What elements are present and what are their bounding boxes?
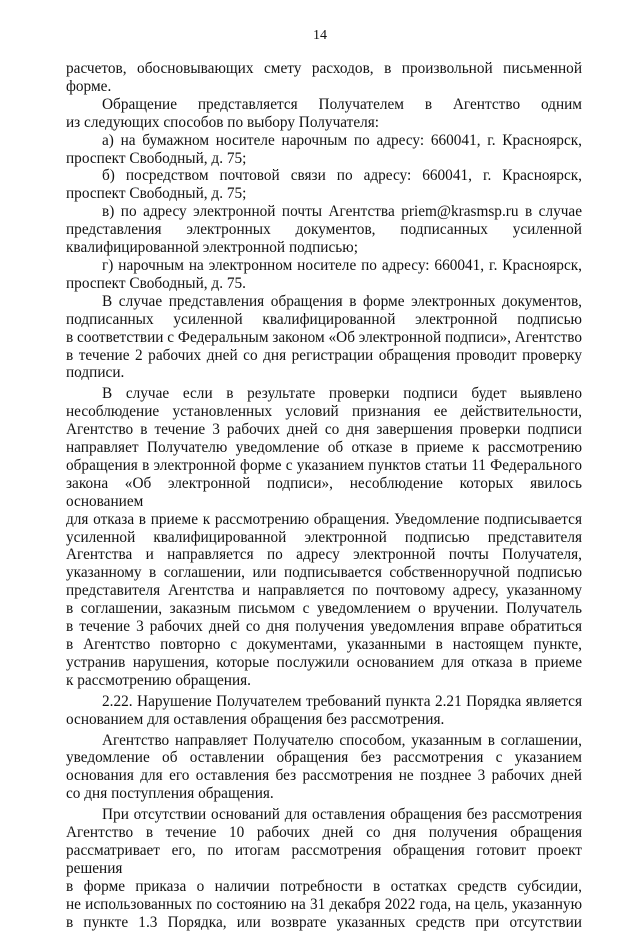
paragraph: в Агентство повторно с документами, указанными в настоящем пункте,: [66, 636, 582, 653]
document-body: [66, 60, 582, 932]
paragraph: в соответствии с Федеральным законом «Об электронной подписи», Агентство: [66, 328, 582, 346]
paragraph: проспект Свободный, д. 75;: [66, 149, 247, 167]
paragraph: подписи.: [66, 364, 125, 382]
paragraph: подписанных усиленной квалифицированной электронной подписью: [66, 310, 582, 328]
paragraph: основания для его оставления без рассмотрения не позднее 3 рабочих дней: [66, 767, 582, 785]
paragraph: со дня поступления обращения.: [66, 785, 274, 803]
paragraph: Агентства и направляется по адресу электронной почты Получателя,: [66, 546, 582, 564]
paragraph: не использованных по состоянию на 31 декабря 2022 года, на цель, указанную: [66, 895, 582, 913]
paragraph: Обращение представляется Получателем в Агентство одним: [102, 95, 582, 113]
paragraph: Агентство в течение 10 рабочих дней со дня получения обращения: [66, 824, 582, 842]
paragraph: б) посредством почтовой связи по адресу: 660041, г. Красноярск,: [102, 167, 582, 185]
paragraph: закона «Об электронной подписи», несоблюдение которых явилось основанием: [66, 474, 582, 510]
paragraph: проспект Свободный, д. 75.: [66, 274, 246, 292]
paragraph: представления электронных документов, подписанных усиленной: [66, 221, 582, 239]
paragraph: основанием для оставления обращения без рассмотрения.: [66, 710, 445, 728]
paragraph: в) по адресу электронной почты Агентства priem@krasmsp.ru в случае: [102, 203, 582, 221]
paragraph: Агентство направляет Получателю способом, указанным в соглашении,: [102, 731, 582, 749]
paragraph: несоблюдение установленных условий признания ее действительности,: [66, 403, 582, 421]
paragraph: Агентство в течение 3 рабочих дней со дня завершения проверки подписи: [66, 421, 582, 439]
paragraph: для отказа в приеме к рассмотрению обращения. Уведомление подписывается: [66, 510, 582, 528]
paragraph: квалифицированной электронной подписью;: [66, 239, 358, 257]
paragraph: В случае представления обращения в форме электронных документов,: [102, 292, 582, 310]
page-number: 14: [313, 28, 327, 43]
paragraph: усиленной квалифицированной электронной подписью представителя: [66, 528, 582, 546]
paragraph: В случае если в результате проверки подписи будет выявлено: [102, 385, 582, 403]
paragraph: уведомление об оставлении обращения без рассмотрения с указанием: [66, 749, 582, 767]
paragraph: в соглашении, заказным письмом с уведомлением о вручении. Получатель: [66, 600, 582, 618]
paragraph: рассматривает его, по итогам рассмотрения обращения готовит проект решения: [66, 841, 582, 877]
paragraph: в пункте 1.3 Порядка, или возврате указанных средств при отсутствии: [66, 913, 582, 931]
paragraph: направляет Получателю уведомление об отказе в приеме к рассмотрению: [66, 439, 582, 457]
paragraph: а) на бумажном носителе нарочным по адресу: 660041, г. Красноярск,: [102, 131, 582, 149]
paragraph: проспект Свободный, д. 75;: [66, 185, 247, 203]
paragraph: к рассмотрению обращения.: [66, 671, 252, 689]
paragraph: 2.22. Нарушение Получателем требований пункта 2.21 Порядка является: [102, 692, 582, 710]
paragraph: в форме приказа о наличии потребности в остатках средств субсидии,: [66, 877, 582, 895]
paragraph: указанному в соглашении, или подписывается собственноручной подписью: [66, 564, 582, 582]
paragraph: обращения в электронной форме с указанием пунктов статьи 11 Федерального: [66, 456, 582, 474]
paragraph: расчетов, обосновывающих смету расходов, в произвольной письменной форме.: [66, 60, 582, 95]
paragraph: в течение 2 рабочих дней со дня регистрации обращения проводит проверку: [66, 346, 582, 364]
paragraph: устранив нарушения, которые послужили основанием для отказа в приеме: [66, 653, 582, 671]
paragraph: в течение 3 рабочих дней со дня получения уведомления вправе обратиться: [66, 618, 582, 636]
paragraph: из следующих способов по выбору Получателя:: [66, 113, 380, 131]
paragraph: г) нарочным на электронном носителе по адресу: 660041, г. Красноярск,: [102, 256, 582, 274]
paragraph: При отсутствии оснований для оставления обращения без рассмотрения: [102, 806, 582, 824]
paragraph: представителя Агентства и направляется по почтовому адресу, указанному: [66, 582, 582, 600]
